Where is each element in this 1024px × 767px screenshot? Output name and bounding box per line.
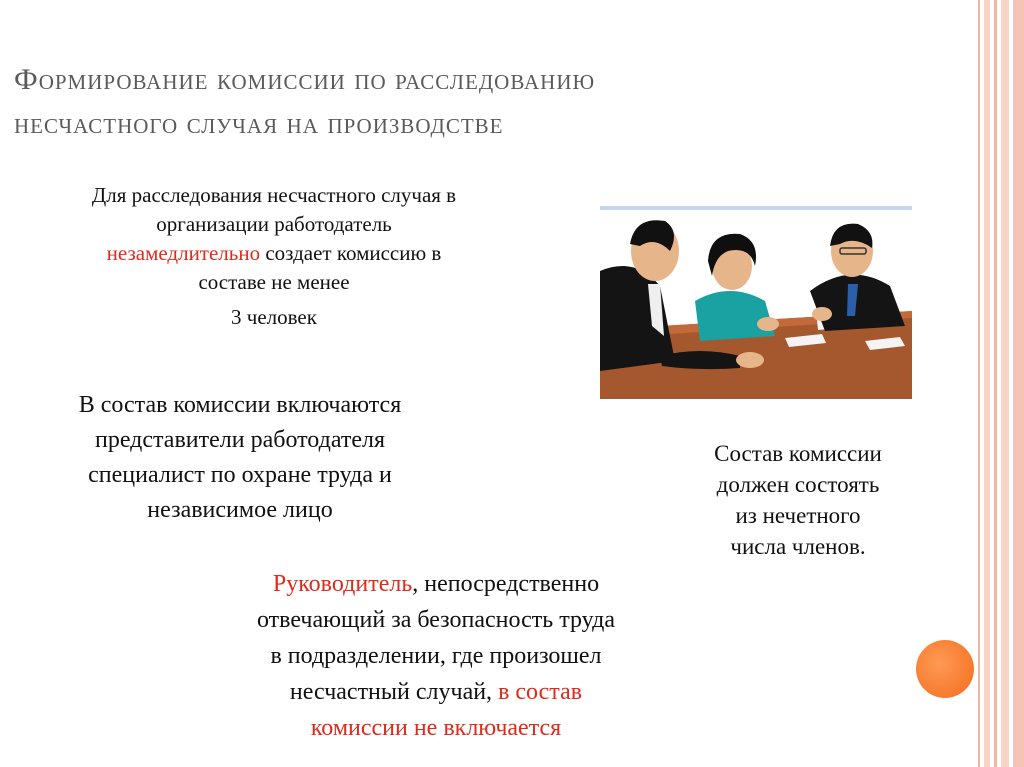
orange-circle-icon <box>916 640 974 698</box>
text-fragment: несчастный случай, <box>289 679 499 705</box>
highlight-word: Руководитель <box>272 571 413 597</box>
text-line: должен состоять <box>716 472 880 497</box>
text-line: 3 человек <box>231 305 317 329</box>
decor-stripe <box>994 0 997 767</box>
highlight-line: комиссии не включается <box>310 715 562 741</box>
decor-stripe <box>1013 0 1024 767</box>
text-line: числа членов. <box>730 534 866 559</box>
text-line: независимое лицо <box>147 497 333 523</box>
text-line: Состав комиссии <box>714 441 882 466</box>
text-line: составе не менее <box>198 270 350 294</box>
text-line <box>186 566 686 602</box>
title-line-2: несчастного случая на производстве <box>14 107 504 140</box>
title-line-1: Формирование комиссии по расследованию <box>14 63 596 96</box>
text-line: из нечетного <box>735 503 861 528</box>
meeting-illustration <box>600 206 912 399</box>
text-fragment: , непосредственно <box>412 571 600 597</box>
decor-stripe <box>978 0 980 767</box>
text-line: в подразделении, где произошел <box>270 643 602 669</box>
text-line: организации работодатель <box>156 212 392 236</box>
highlight-word: незамедлительно <box>106 241 261 265</box>
commission-members-text <box>14 388 466 528</box>
decor-stripe <box>984 0 990 767</box>
text-fragment: создает комиссию в <box>260 241 442 265</box>
text-line: отвечающий за безопасность труда <box>256 607 616 633</box>
commission-creation-text <box>14 181 534 332</box>
highlight-phrase: в состав <box>498 679 583 705</box>
manager-exclusion-text <box>186 566 686 746</box>
decor-stripe <box>1001 0 1009 767</box>
text-line <box>14 239 534 268</box>
odd-members-note <box>688 438 908 562</box>
text-line: специалист по охране труда и <box>88 462 392 488</box>
text-line: В состав комиссии включаются <box>78 392 402 418</box>
text-line <box>186 674 686 710</box>
text-line: представители работодателя <box>94 427 386 453</box>
text-line: Для расследования несчастного случая в <box>91 183 457 207</box>
slide-title <box>14 58 914 146</box>
